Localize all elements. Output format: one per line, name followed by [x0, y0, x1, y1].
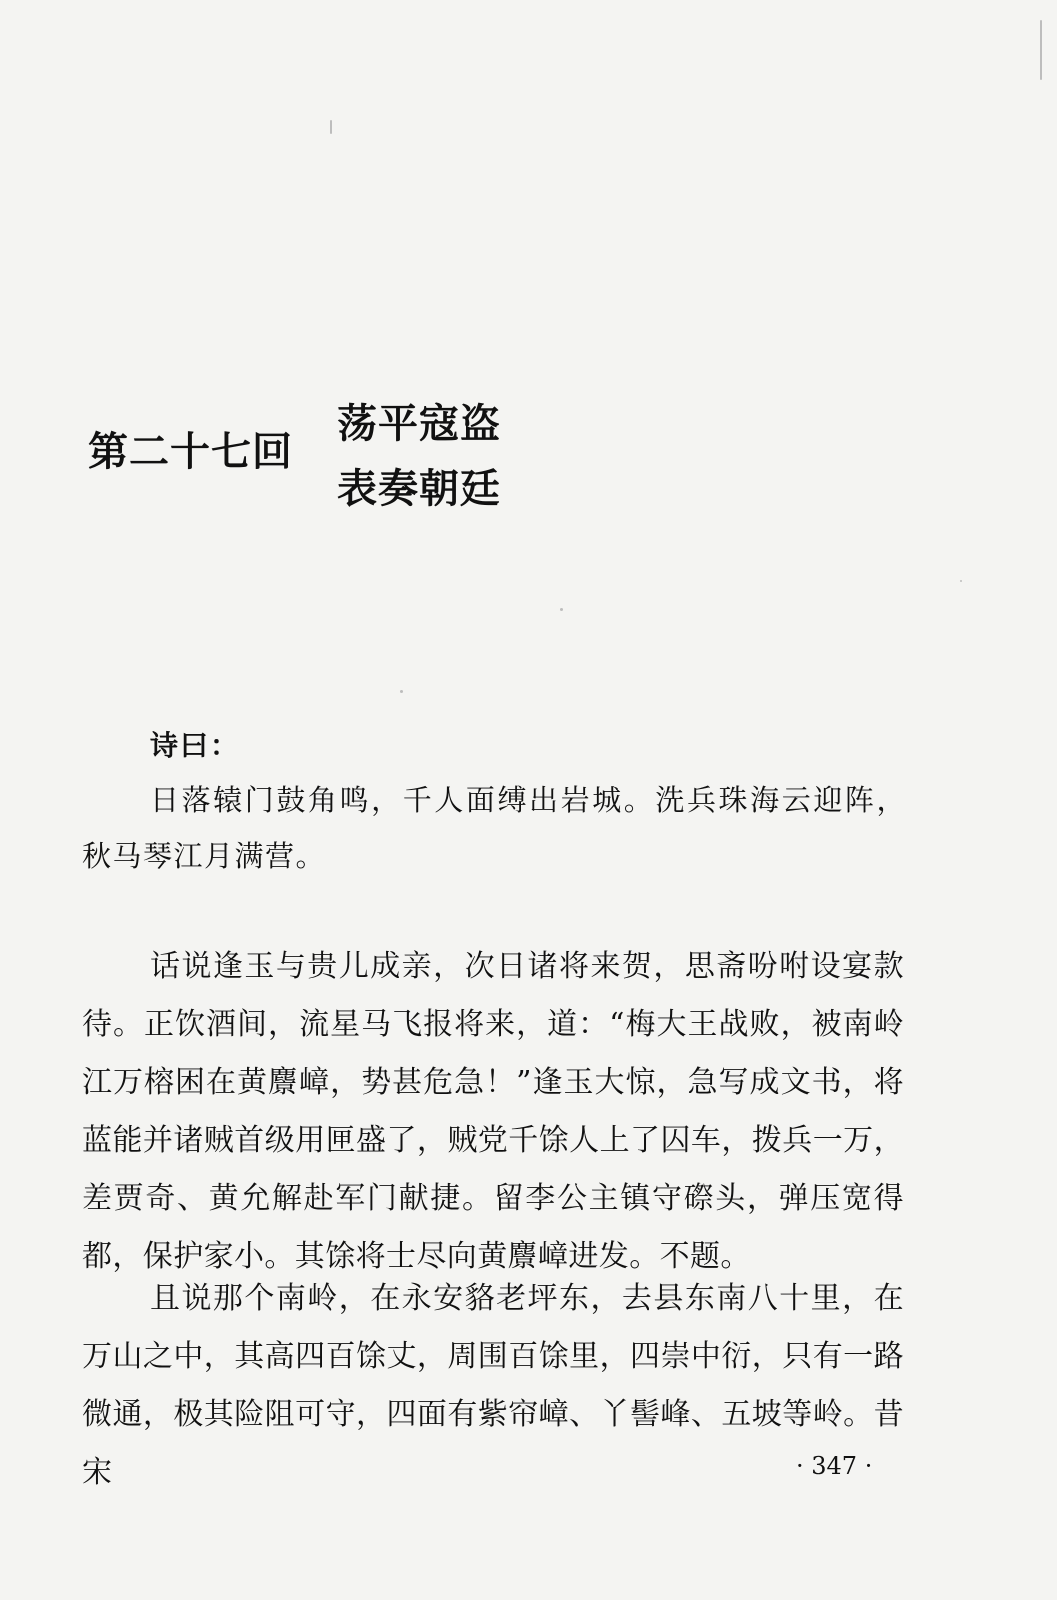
poem-text: 日落辕门鼓角鸣，千人面缚出岩城。洗兵珠海云迎阵，秋马琴江月满营。	[82, 783, 907, 873]
body-paragraph-1-block	[82, 938, 904, 1286]
chapter-title-line-2: 表奏朝廷	[337, 465, 501, 512]
scan-speck	[330, 120, 332, 134]
poem-label: 诗曰：	[150, 729, 241, 762]
body-paragraph: 且说那个南岭，在永安貉老坪东，去县东南八十里，在万山之中，其高四百馀丈，周围百馀里，四崇中衍，只有一路微通，极其险阻可守，四面有紫帘嶂、丫髻峰、五坡等岭。昔宋	[82, 1281, 904, 1490]
scan-speck	[960, 580, 962, 582]
chapter-number: 第二十七回	[88, 428, 293, 475]
scan-speck	[400, 690, 403, 693]
page-number: · 347 ·	[796, 1452, 873, 1480]
chapter-title-line-1: 荡平寇盗	[337, 400, 501, 447]
body-paragraph: 话说逢玉与贵儿成亲，次日诸将来贺，思斋吩咐设宴款待。正饮酒间，流星马飞报将来，道：“梅大王战败，被南岭江万榕困在黄麖嶂，势甚危急！”逢玉大惊，急写成文书，将蓝能并诸贼首级用匣盛了，贼党千馀人上了囚车，拨兵一万，差贾奇、黄允解赴军门献捷。留李公主镇守磜头，弹压宽得都，保护家小。其馀将士尽向黄麖嶂进发。不题。	[82, 949, 904, 1274]
scan-speck	[1040, 20, 1042, 80]
scan-speck	[560, 608, 563, 611]
body-paragraph-2-block	[82, 1270, 904, 1502]
